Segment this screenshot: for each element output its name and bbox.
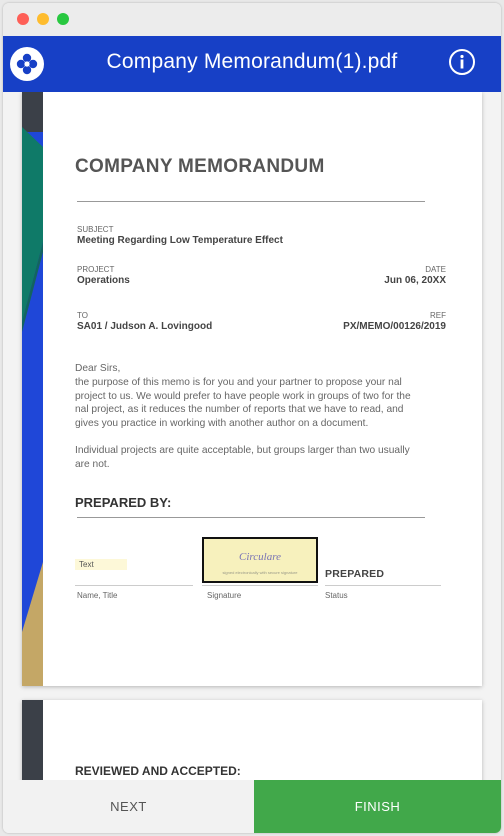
project-value: Operations <box>77 275 130 286</box>
name-title-label: Name, Title <box>77 591 118 600</box>
to-value: SA01 / Judson A. Lovingood <box>77 321 213 332</box>
date-label: DATE <box>425 265 446 274</box>
status-label: Status <box>325 591 348 600</box>
prepared-by-heading: PREPARED BY: <box>75 495 172 510</box>
info-icon[interactable] <box>448 48 476 76</box>
document-title: Company Memorandum(1).pdf <box>106 50 398 73</box>
memo-title: COMPANY MEMORANDUM <box>75 156 325 177</box>
date-value: Jun 06, 20XX <box>384 275 446 286</box>
app-window <box>3 3 501 833</box>
finish-button[interactable]: FINISH <box>254 780 501 833</box>
subject-label: SUBJECT <box>77 225 114 234</box>
maximize-window-button[interactable] <box>57 13 69 25</box>
memo-greeting: Dear Sirs, <box>75 363 121 374</box>
memo-paragraph-2: Individual projects are quite acceptable, but groups larger than two usually are not. <box>75 445 410 470</box>
status-value: PREPARED <box>325 568 385 580</box>
signature-field[interactable] <box>202 537 318 583</box>
bottom-action-bar <box>3 780 501 833</box>
prepared-by-divider <box>77 517 425 518</box>
signature-image-text: Circulare <box>239 551 281 563</box>
reviewed-accepted-heading: REVIEWED AND ACCEPTED: <box>75 764 241 778</box>
page-decoration-strip-2 <box>22 700 43 780</box>
status-line <box>325 585 441 586</box>
ref-label: REF <box>430 311 446 320</box>
subject-value: Meeting Regarding Low Temperature Effect <box>77 235 283 246</box>
memo-paragraph-1: the purpose of this memo is for you and your partner to propose your nal project to us. We would prefer to have people work in groups of two for the nal project, as it reduces the number of reports that we have to read, and gives you practice in working with another author on a document. <box>75 377 411 429</box>
next-button[interactable]: NEXT <box>3 780 254 833</box>
close-window-button[interactable] <box>17 13 29 25</box>
minimize-window-button[interactable] <box>37 13 49 25</box>
to-label: TO <box>77 311 88 320</box>
window-titlebar <box>3 3 501 37</box>
signature-label: Signature <box>207 591 242 600</box>
app-header <box>3 36 501 92</box>
document-page-2 <box>22 700 482 780</box>
project-label: PROJECT <box>77 265 115 274</box>
name-title-line <box>75 585 193 586</box>
page-decoration-strip <box>22 92 43 686</box>
title-divider <box>77 201 425 202</box>
document-viewer[interactable] <box>3 92 501 780</box>
document-page-1 <box>22 92 482 686</box>
signature-line <box>202 585 318 586</box>
signature-caption: signed electronically with secure signature <box>222 570 298 575</box>
ref-value: PX/MEMO/00126/2019 <box>343 321 446 332</box>
name-title-field[interactable]: Text <box>75 559 127 570</box>
